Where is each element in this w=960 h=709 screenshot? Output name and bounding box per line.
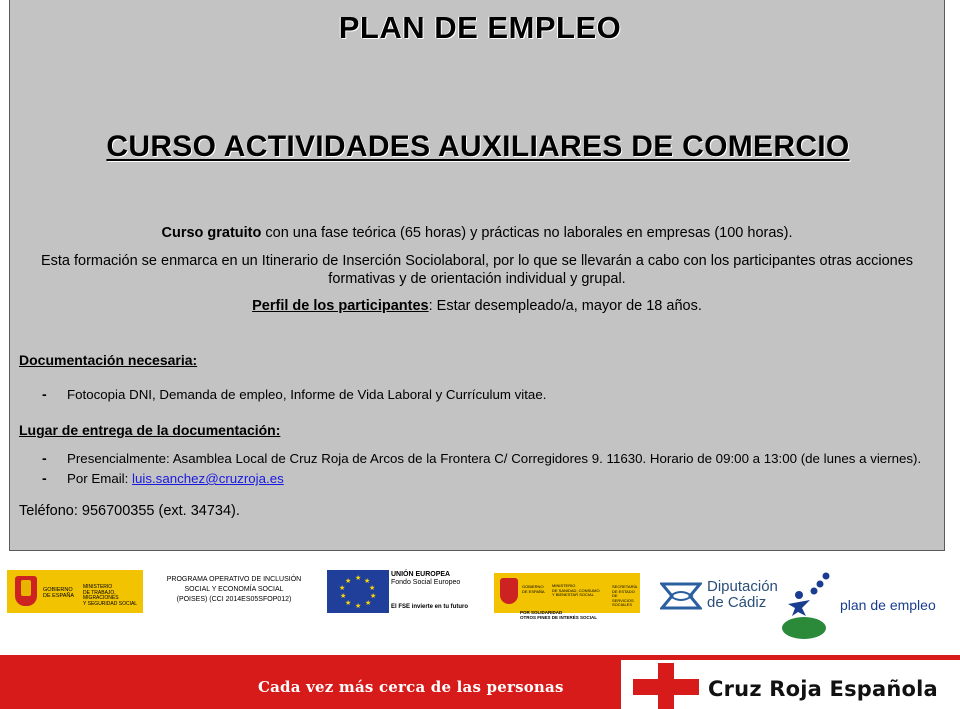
eu-text — [391, 571, 460, 587]
bullet-dash: - — [42, 386, 47, 402]
coat-of-arms-icon — [15, 576, 37, 606]
plan-title: PLAN DE EMPLEO — [338, 10, 622, 45]
free-label: Curso gratuito — [161, 225, 262, 241]
profile-label: Perfil de los participantes — [252, 298, 429, 314]
plan-empleo-logo-icon — [780, 572, 832, 640]
delivery-in-person: Presencialmente: Asamblea Local de Cruz Roja de Arcos de la Frontera C/ Corregidores 9. 11630. Horario de 09:00 a 13:00 (de lunes a viernes). — [67, 451, 922, 466]
delivery-email-line — [67, 471, 284, 486]
itinerary-line-2: formativas y de orientación individual y grupal. — [328, 271, 626, 287]
eu-line-2: Fondo Social Europeo — [391, 579, 461, 586]
brand-name: Cruz Roja Española — [708, 677, 938, 701]
documentation-heading: Documentación necesaria: — [19, 352, 198, 368]
bullet-dash: - — [42, 470, 47, 486]
poises-line-3: (POISES) (CCI 2014ES05SFOP012) — [176, 596, 292, 603]
gobierno-sanidad-logo — [494, 573, 640, 613]
diputacion-text — [707, 579, 778, 611]
solidaria-line-2: OTROS FINES DE INTERÉS SOCIAL — [520, 615, 598, 620]
eu-flag-icon: ★ ★ ★ ★ ★ ★ ★ ★ ★ ★ — [327, 570, 389, 613]
email-label: Por Email: — [67, 471, 133, 486]
red-cross-icon — [633, 663, 699, 709]
solidaria-label — [520, 610, 597, 620]
free-rest: con una fase teórica (65 horas) y prácticas no laborales en empresas (100 horas). — [261, 225, 793, 241]
poises-line-2: SOCIAL Y ECONOMÍA SOCIAL — [184, 586, 284, 593]
footer-slogan: Cada vez más cerca de las personas — [258, 678, 564, 696]
bullet-dash: - — [42, 450, 47, 466]
ministry-label: MINISTERIO DE TRABAJO, MIGRACIONES Y SEGURIDAD SOCIAL — [83, 584, 138, 607]
coat-of-arms-icon — [500, 578, 518, 604]
ministry-label: MINISTERIO DE SANIDAD, CONSUMO Y BIENESTAR SOCIAL — [552, 583, 600, 597]
course-free-line — [9, 224, 945, 242]
plan-empleo-text: plan de empleo — [840, 597, 936, 613]
email-link[interactable]: luis.sanchez@cruzroja.es — [132, 471, 284, 486]
secretaria-label: SECRETARÍA DE ESTADO DE SERVICIOS SOCIALES — [612, 584, 638, 607]
poises-line-1: PROGRAMA OPERATIVO DE INCLUSIÓN — [166, 576, 302, 583]
documentation-item: Fotocopia DNI, Demanda de empleo, Informe de Vida Laboral y Currículum vitae. — [67, 387, 547, 402]
delivery-heading: Lugar de entrega de la documentación: — [19, 422, 281, 438]
diputacion-line-1: Diputación — [707, 578, 778, 595]
diputacion-line-2: de Cádiz — [707, 594, 767, 611]
poises-text — [150, 575, 318, 605]
eu-motto: El FSE invierte en tu futuro — [391, 604, 469, 610]
gobierno-trabajo-logo — [7, 570, 143, 613]
diputacion-logo-icon — [660, 580, 702, 610]
itinerary-line-1: Esta formación se enmarca en un Itinerario de Inserción Sociolaboral, por lo que se llevarán a cabo con los participantes otras acciones — [40, 253, 914, 269]
solidaria-line-1: POR SOLIDARIDAD — [520, 610, 563, 615]
profile-line — [9, 297, 945, 315]
gobierno-label: GOBIERNO DE ESPAÑA — [43, 587, 75, 599]
phone-line: Teléfono: 956700355 (ext. 34734). — [19, 503, 240, 519]
gobierno-label: GOBIERNO DE ESPAÑA — [522, 584, 545, 594]
course-title: CURSO ACTIVIDADES AUXILIARES DE COMERCIO — [106, 130, 850, 163]
eu-line-1: UNIÓN EUROPEA — [391, 571, 451, 578]
profile-rest: : Estar desempleado/a, mayor de 18 años. — [428, 298, 702, 314]
